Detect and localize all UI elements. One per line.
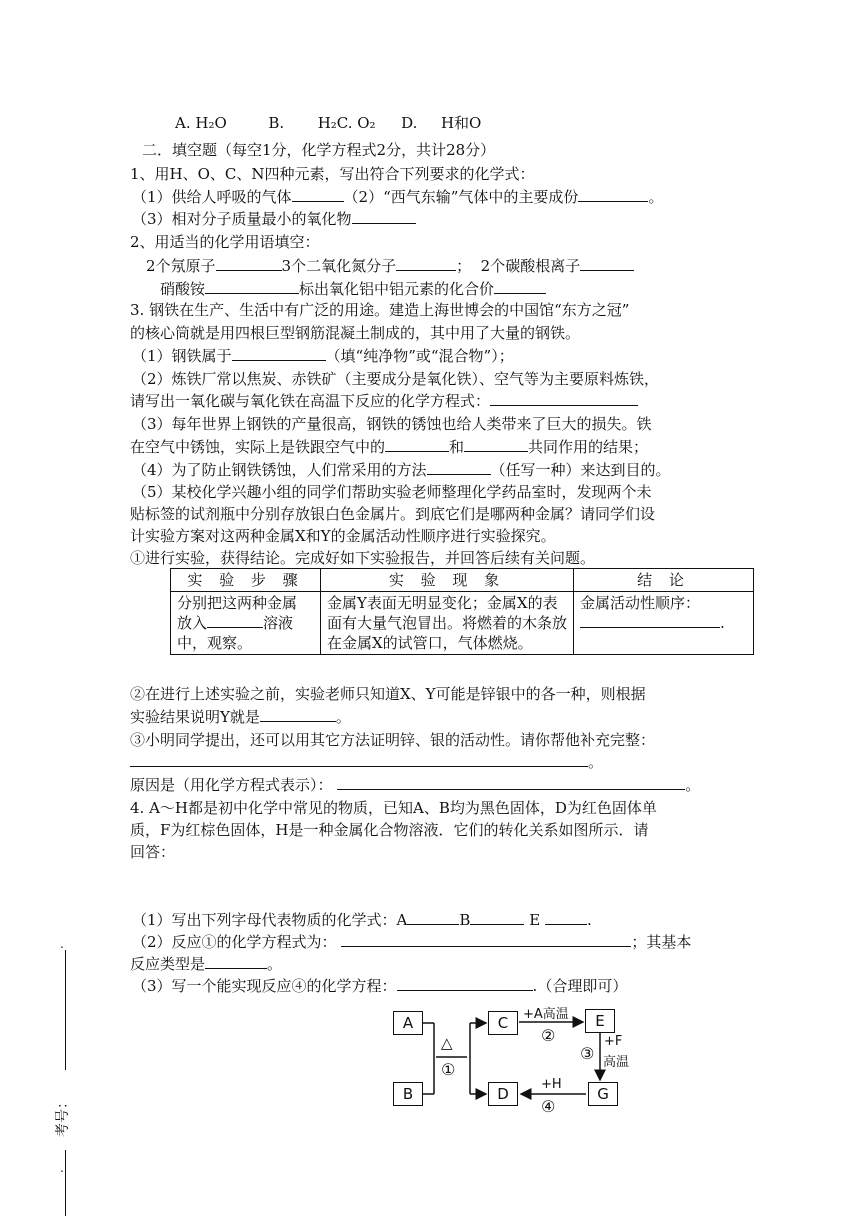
box-c: C <box>488 1011 518 1035</box>
punct: . <box>720 614 725 632</box>
q3-p3b: 在空气中锈蚀，实际上是铁跟空气中的 <box>130 438 386 456</box>
q4-p2a: （2）反应①的化学方程式为： <box>132 933 337 951</box>
reaction-2-label: ② <box>541 1026 556 1045</box>
punct: 。 <box>648 188 664 206</box>
q3-stem-2: 的核心筒就是用四根巨型钢筋混凝土制成的，其中用了大量的钢铁。 <box>130 324 581 342</box>
binding-margin-line <box>65 1150 66 1216</box>
q3-p1a: （1）钢铁属于 <box>132 347 232 365</box>
header-conclusion: 结 论 <box>574 569 754 592</box>
q3-p1b: （填“纯净物”或“混合物”）； <box>325 347 514 365</box>
punct: . <box>586 911 592 929</box>
header-steps: 实 验 步 骤 <box>171 569 321 592</box>
option-b: B. <box>268 114 285 132</box>
q2-e: 标出氧化铝中铝元素的化合价 <box>299 280 495 298</box>
header-observations: 实 验 现 象 <box>321 569 574 592</box>
q4-stem-1: 4. A～H都是初中化学中常见的物质，已知A、B均为黑色固体，D为红色固体单 <box>130 799 657 817</box>
box-a: A <box>393 1011 423 1035</box>
reaction-3-condition-2: 高温 <box>603 1055 630 1070</box>
q1-p3: （3）相对分子质量最小的氧化物 <box>132 210 352 228</box>
q3-stem-1: 3. 钢铁在生产、生活中有广泛的用途。建造上海世博会的中国馆“东方之冠” <box>130 301 630 319</box>
q3-p2b: 请写出一氧化碳与氧化铁在高温下反应的化学方程式： <box>130 392 491 410</box>
reaction-3-condition-1: +F <box>604 1034 623 1049</box>
q2-b: 3个二氧化氮分子 <box>281 257 397 275</box>
conclusion-text: 金属活动性顺序： <box>580 594 701 612</box>
option-d: D. <box>401 114 418 132</box>
q3-p5a: （5）某校化学兴趣小组的同学们帮助实验老师整理化学药品室时，发现两个未 <box>132 483 652 501</box>
q3-p3d: 共同作用的结果； <box>528 438 649 456</box>
q2-stem: 2、用适当的化学用语填空： <box>130 233 320 251</box>
q2-d: 硝酸铵 <box>160 280 206 298</box>
step-text: 溶液 <box>263 614 294 632</box>
q3-p5b: 贴标签的试剂瓶中分别存放银白色金属片。到底它们是哪两种金属？请同学们设 <box>130 505 656 523</box>
punct: 。 <box>588 753 604 771</box>
q4-stem-3: 回答： <box>130 843 176 861</box>
box-d: D <box>488 1082 518 1106</box>
q4-p3b: .（合理即可） <box>532 977 628 995</box>
reason-label: 原因是（用化学方程式表示）： <box>130 776 333 794</box>
q3-s3: ③小明同学提出，还可以用其它方法证明锌、银的活动性。请你帮他补充完整： <box>130 731 656 749</box>
q4-p1a: （1）写出下列字母代表物质的化学式：A <box>132 911 408 929</box>
punct: ； <box>456 257 472 275</box>
q3-s1: ①进行实验，获得结论。完成好如下实验报告，并回答后续有关问题。 <box>130 549 596 567</box>
q4-p1b: B <box>459 911 471 929</box>
punct: 。 <box>335 708 351 726</box>
q2-a: 2个氖原子 <box>146 257 216 275</box>
q3-s2a: ②在进行上述实验之前，实验老师只知道X、Y可能是锌银中的各一种，则根据 <box>130 685 646 703</box>
punct: 。 <box>267 955 283 973</box>
heat-symbol: △ <box>441 1034 453 1052</box>
q3-p4a: （4）为了防止钢铁锈蚀，人们常采用的方法 <box>132 461 427 479</box>
box-g: G <box>588 1082 618 1106</box>
option-d-text: H和O <box>440 114 482 132</box>
option-a: A. H₂O <box>175 114 227 132</box>
margin-dot: . <box>60 937 64 951</box>
reaction-3-label: ③ <box>580 1044 595 1063</box>
cell-observation: 金属Y表面无明显变化；金属X的表面有大量气泡冒出。将燃着的木条放在金属X的试管口，气体燃烧。 <box>321 592 574 655</box>
step-text: 分别把这两种金属 <box>177 594 298 612</box>
margin-dot: . <box>60 1161 64 1175</box>
q4-p2c: 反应类型是 <box>130 955 206 973</box>
q3-p5c: 计实验方案对这两种金属X和Y的金属活动性顺序进行实验探究。 <box>130 527 556 545</box>
reaction-2-condition: +A高温 <box>523 1007 569 1022</box>
margin-label-exam-number: 考号： <box>55 1095 71 1137</box>
step-text: 中，观察。 <box>177 634 253 652</box>
option-c: H₂C. O₂ <box>317 114 376 132</box>
q4-p1c: E <box>529 911 541 929</box>
q2-c: 2个碳酸根离子 <box>480 257 581 275</box>
q4-stem-2: 质，F为红棕色固体，H是一种金属化合物溶液．它们的转化关系如图所示．请 <box>130 821 649 839</box>
q3-p4b: （任写一种）来达到目的。 <box>490 461 671 479</box>
q3-s2b: 实验结果说明Y就是 <box>130 708 260 726</box>
section-heading: 二．填空题（每空1分，化学方程式2分，共计28分） <box>142 141 496 159</box>
reaction-1-label: ① <box>441 1060 456 1079</box>
q3-p2a: （2）炼铁厂常以焦炭、赤铁矿（主要成分是氧化铁）、空气等为主要原料炼铁， <box>132 370 660 388</box>
q4-p2b: ；其基本 <box>631 933 692 951</box>
reaction-4-label: ④ <box>541 1097 556 1116</box>
q1-p1: （1）供给人呼吸的气体 <box>132 188 292 206</box>
binding-margin-line <box>65 950 66 1070</box>
q3-p3a: （3）每年世界上钢铁的产量很高，钢铁的锈蚀也给人类带来了巨大的损失。铁 <box>132 415 652 433</box>
q1-stem: 1、用H、O、C、N四种元素，写出符合下列要求的化学式： <box>130 165 535 183</box>
punct: 。 <box>685 776 701 794</box>
box-b: B <box>393 1082 423 1106</box>
q3-p3c: 和 <box>449 438 465 456</box>
step-text: 放入 <box>177 614 208 632</box>
box-e: E <box>585 1009 615 1033</box>
reaction-4-condition: +H <box>541 1077 562 1092</box>
q4-p3a: （3）写一个能实现反应④的化学方程： <box>132 977 397 995</box>
q1-p2: （2）“西气东输”气体中的主要成份 <box>343 188 579 206</box>
